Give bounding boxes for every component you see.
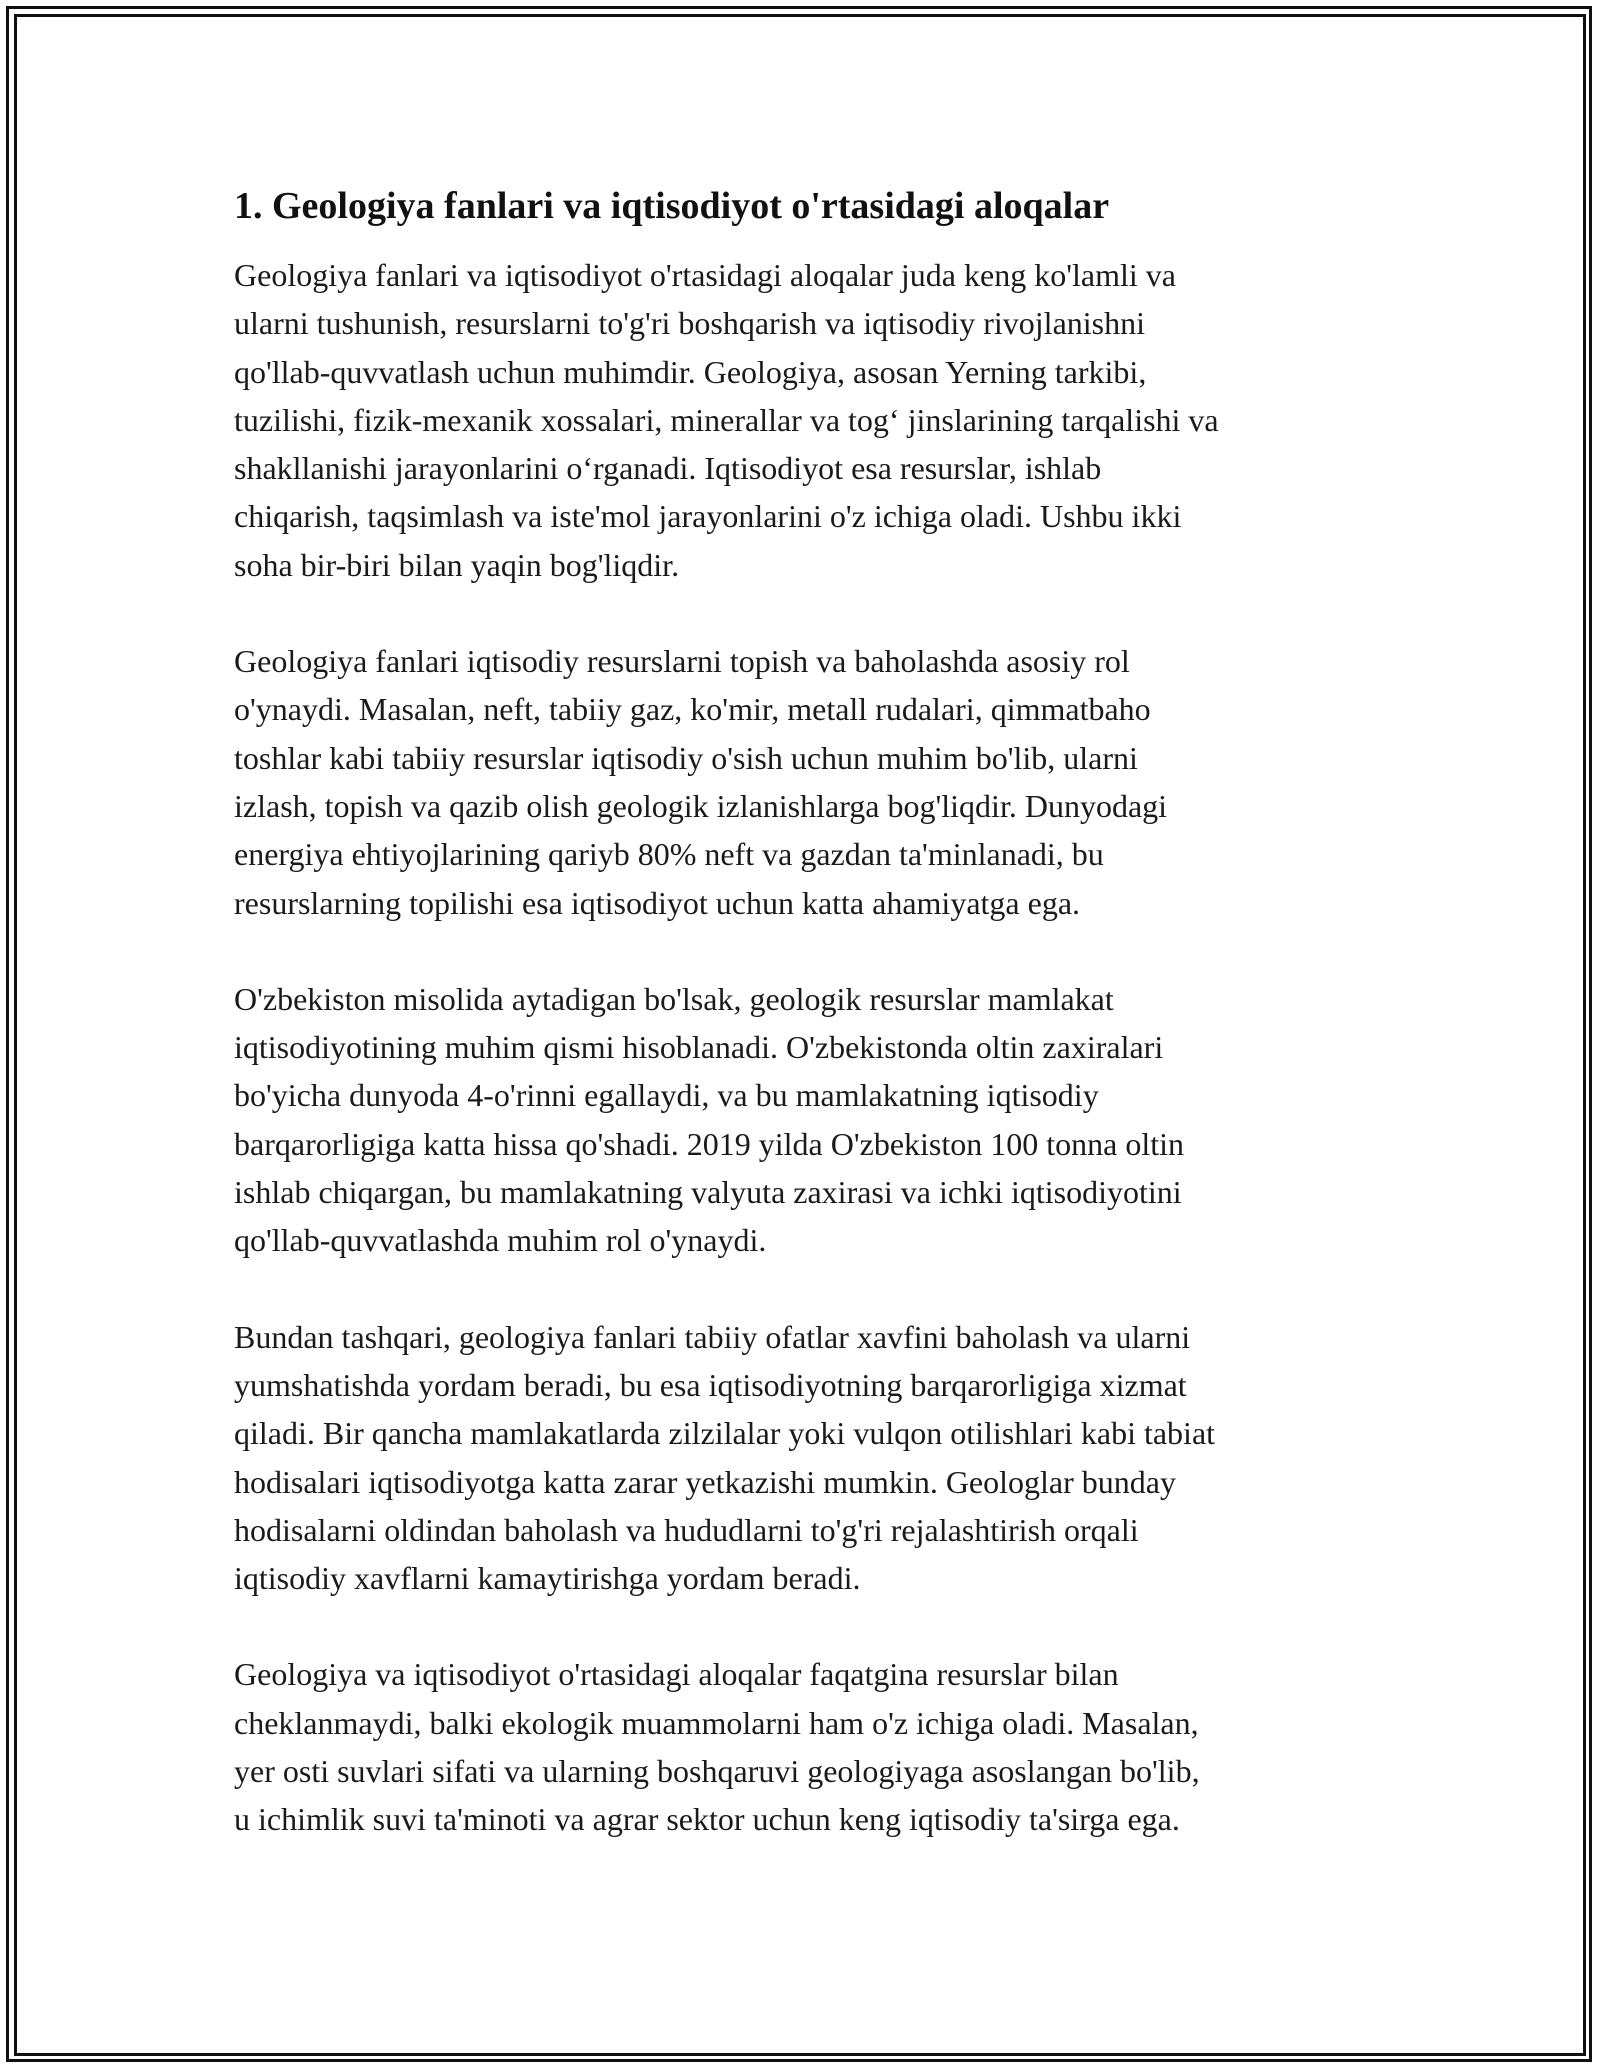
paragraph-line: Bundan tashqari, geologiya fanlari tabiiy ofatlar xavfini baholash va ularni [234, 1318, 1191, 1355]
paragraph-line: chiqarish, taqsimlash va iste'mol jarayonlarini o'z ichiga oladi. Ushbu ikki [234, 498, 1182, 535]
paragraph-line: u ichimlik suvi ta'minoti va agrar sektor uchun keng iqtisodiy ta'sirga ega. [234, 1801, 1180, 1838]
paragraph-1 [234, 251, 1374, 589]
paragraph-3 [234, 975, 1374, 1265]
paragraph-line: qo'llab-quvvatlash uchun muhimdir. Geologiya, asosan Yerning tarkibi, [234, 353, 1147, 390]
paragraph-line: hodisalari iqtisodiyotga katta zarar yetkazishi mumkin. Geologlar bunday [234, 1463, 1176, 1500]
paragraph-line: Geologiya fanlari va iqtisodiyot o'rtasidagi aloqalar juda keng ko'lamli va [234, 257, 1176, 293]
paragraph-4 [234, 1313, 1374, 1603]
document-body [234, 183, 1374, 1892]
paragraph-line: izlash, topish va qazib olish geologik izlanishlarga bog'liqdir. Dunyodagi [234, 787, 1168, 824]
paragraph-line: ularni tushunish, resurslarni to'g'ri boshqarish va iqtisodiy rivojlanishni [234, 305, 1145, 342]
paragraph-line: yer osti suvlari sifati va ularning boshqaruvi geologiyaga asoslangan bo'lib, [234, 1753, 1200, 1790]
paragraph-line: hodisalarni oldindan baholash va hududlarni to'g'ri rejalashtirish orqali [234, 1511, 1139, 1548]
paragraph-line: resurslarning topilishi esa iqtisodiyot uchun katta ahamiyatga ega. [234, 884, 1081, 921]
paragraph-line: Geologiya fanlari iqtisodiy resurslarni topish va baholashda asosiy rol [234, 643, 1130, 680]
paragraph-line: toshlar kabi tabiiy resurslar iqtisodiy o'sish uchun muhim bo'lib, ularni [234, 739, 1138, 776]
paragraph-line: Geologiya va iqtisodiyot o'rtasidagi aloqalar faqatgina resurslar bilan [234, 1656, 1119, 1693]
paragraph-line: o'ynaydi. Masalan, neft, tabiiy gaz, ko'mir, metall rudalari, qimmatbaho [234, 691, 1151, 728]
paragraph-line: soha bir-biri bilan yaqin bog'liqdir. [234, 546, 680, 583]
paragraph-line: yumshatishda yordam beradi, bu esa iqtisodiyotning barqarorligiga xizmat [234, 1366, 1187, 1403]
paragraph-line: O'zbekiston misolida aytadigan bo'lsak, geologik resurslar mamlakat [234, 980, 1114, 1017]
paragraph-line: qo'llab-quvvatlashda muhim rol o'ynaydi. [234, 1222, 767, 1259]
paragraph-line: bo'yicha dunyoda 4-o'rinni egallaydi, va bu mamlakatning iqtisodiy [234, 1077, 1099, 1114]
paragraph-2 [234, 637, 1374, 927]
paragraph-line: ishlab chiqargan, bu mamlakatning valyuta zaxirasi va ichki iqtisodiyotini [234, 1174, 1182, 1211]
paragraph-line: qiladi. Bir qancha mamlakatlarda zilzilalar yoki vulqon otilishlari kabi tabiat [234, 1415, 1216, 1452]
paragraph-line: barqarorligiga katta hissa qo'shadi. 2019 yilda O'zbekiston 100 tonna oltin [234, 1125, 1185, 1162]
paragraph-line: iqtisodiyotining muhim qismi hisoblanadi. O'zbekistonda oltin zaxiralari [234, 1029, 1164, 1066]
paragraph-line: iqtisodiy xavflarni kamaytirishga yordam beradi. [234, 1560, 861, 1597]
paragraph-line: cheklanmaydi, balki ekologik muammolarni ham o'z ichiga oladi. Masalan, [234, 1704, 1199, 1741]
section-heading: 1. Geologiya fanlari va iqtisodiyot o'rtasidagi aloqalar [234, 185, 1110, 227]
paragraph-line: tuzilishi, fizik-mexanik xossalari, minerallar va tog‘ jinslarining tarqalishi va [234, 401, 1219, 438]
paragraph-line: energiya ehtiyojlarining qariyb 80% neft va gazdan ta'minlanadi, bu [234, 836, 1104, 873]
paragraph-line: shakllanishi jarayonlarini o‘rganadi. Iqtisodiyot esa resurslar, ishlab [234, 450, 1102, 487]
paragraph-5 [234, 1650, 1374, 1843]
